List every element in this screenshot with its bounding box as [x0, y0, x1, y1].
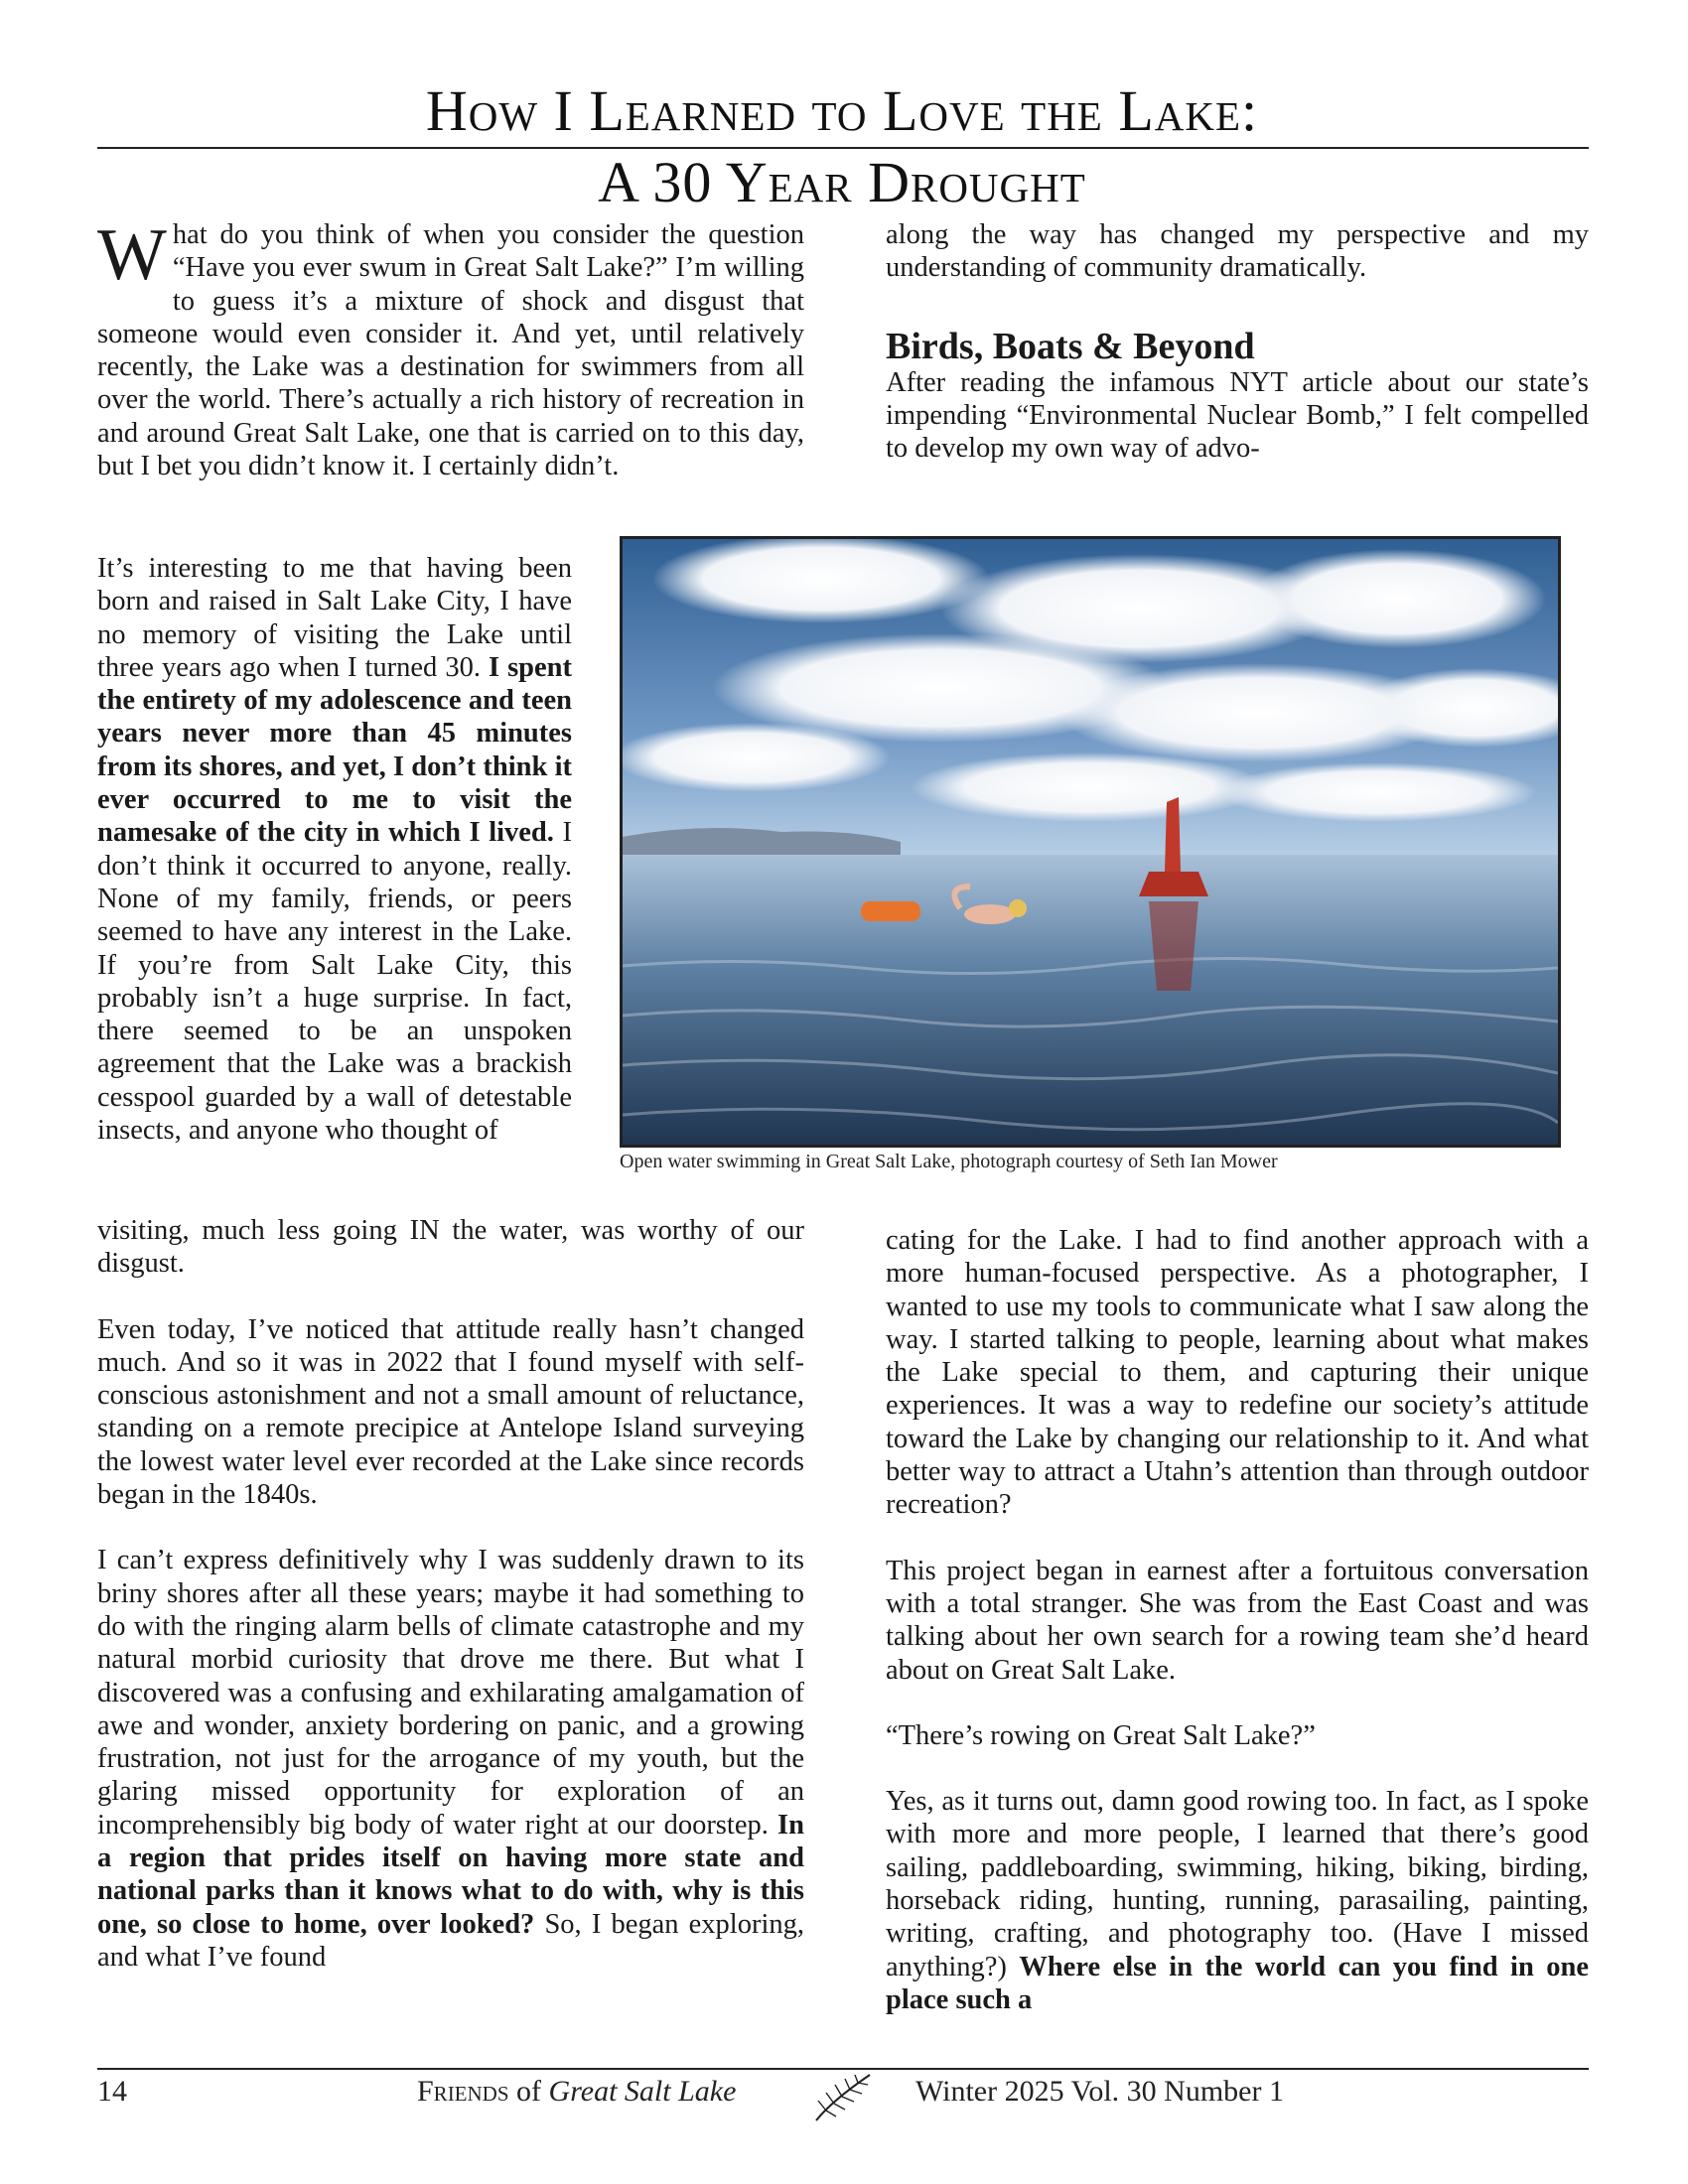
- photo-caption: Open water swimming in Great Salt Lake, photograph courtesy of Seth Ian Mower: [620, 1151, 1278, 1172]
- left-column-narrow: [97, 552, 572, 1147]
- paragraph-4: I can’t express definitively why I was suddenly drawn to its briny shores after all these years; maybe it had something to do with the ringing alarm bells of climate catastrophe and my natural morbid curiosity that drove me there. But what I discovered was a confusing and exhilarating amalgamation of awe and wonder, anxiety bordering on panic, and a growing frustration, not just for the arrogance of my youth, but the glaring missed opportunity for exploration of an incomprehensibly big body of water right at our doorstep. In a region that prides itself on having more state and national parks than it knows what to do with, why is this one, so close to home, over looked? So, I began exploring, and what I’ve found: [97, 1545, 805, 1973]
- publication-name: Friends of Great Salt Lake: [417, 2075, 737, 2108]
- right-paragraph-2: After reading the infamous NYT article about our state’s impending “Environmental Nuclear Bomb,” I felt compelled to develop my own way of advo-: [886, 366, 1589, 465]
- left-column-top: [97, 214, 804, 482]
- article-title-line-1: How I Learned to Love the Lake:: [425, 78, 1259, 143]
- right-column-top: [886, 218, 1589, 465]
- right-paragraph-1: along the way has changed my perspective and my understanding of community dramatically.: [886, 219, 1589, 284]
- footer-rule: [97, 2068, 1589, 2070]
- section-heading: Birds, Boats & Beyond: [886, 325, 1255, 367]
- page-number: 14: [97, 2075, 127, 2108]
- article-title-line-2: A 30 Year Drought: [598, 150, 1086, 214]
- issue-info: Winter 2025 Vol. 30 Number 1: [915, 2075, 1284, 2108]
- right-paragraph-3: cating for the Lake. I had to find another approach with a more human-focused perspective. As a photographer, I wanted to use my tools to communicate what I saw along the way. I started talking to people, learning about what makes the Lake special to them, and capturing their unique experiences. It was a way to redefine our society’s attitude toward the Lake by changing our relationship to it. And what better way to attract a Utahn’s attention than through outdoor recreation?: [886, 1225, 1589, 1521]
- drop-cap: W: [97, 214, 167, 296]
- photo-illustration: [623, 539, 1558, 1145]
- title-rule: [97, 147, 1589, 149]
- paragraph-2-end: visiting, much less going IN the water, was worthy of our disgust.: [97, 1215, 804, 1280]
- left-column-bottom: [97, 1214, 804, 1974]
- feather-logo-icon: [812, 2071, 874, 2124]
- right-paragraph-5: “There’s rowing on Great Salt Lake?”: [886, 1719, 1316, 1751]
- lake-swimming-photo: [620, 536, 1561, 1148]
- intro-paragraph: What do you think of when you consider the question “Have you ever swum in Great Salt Lake?” I’m willing to guess it’s a mixture of shock and disgust that someone would even consider it. And yet, until relatively recently, the Lake was a destination for swimmers from all over the world. There’s actually a rich history of recreation in and around Great Salt Lake, one that is carried on to this day, but I bet you didn’t know it. I certainly didn’t.: [97, 214, 804, 482]
- right-paragraph-6: Yes, as it turns out, damn good rowing too. In fact, as I spoke with more and more people, I learned that there’s good sailing, paddleboarding, swimming, hiking, biking, birding, horseback riding, hunting, running, parasailing, painting, writing, crafting, and photography too. (Have I missed anything?) Where else in the world can you find in one place such a: [886, 1786, 1589, 2015]
- right-column-bottom: [886, 1224, 1589, 2016]
- right-paragraph-4: This project began in earnest after a fortuitous conversation with a total stranger. She was from the East Coast and was talking about her own search for a rowing team she’d heard about on Great Salt Lake.: [886, 1555, 1589, 1686]
- paragraph-2: It’s interesting to me that having been born and raised in Salt Lake City, I have no memory of visiting the Lake until three years ago when I turned 30. I spent the entirety of my adolescence and teen years never more than 45 minutes from its shores, and yet, I don’t think it ever occurred to me to visit the namesake of the city in which I lived. I don’t think it occurred to anyone, really. None of my family, friends, or peers seemed to have any interest in the Lake. If you’re from Salt Lake City, this probably isn’t a huge surprise. In fact, there seemed to be an unspoken agreement that the Lake was a brackish cesspool guarded by a wall of detestable insects, and anyone who thought of: [97, 553, 573, 1147]
- paragraph-3: Even today, I’ve noticed that attitude really hasn’t changed much. And so it was in 2022 that I found myself with self-conscious astonishment and not a small amount of reluctance, standing on a remote precipice at Antelope Island surveying the lowest water level ever recorded at the Lake since records began in the 1840s.: [97, 1313, 804, 1511]
